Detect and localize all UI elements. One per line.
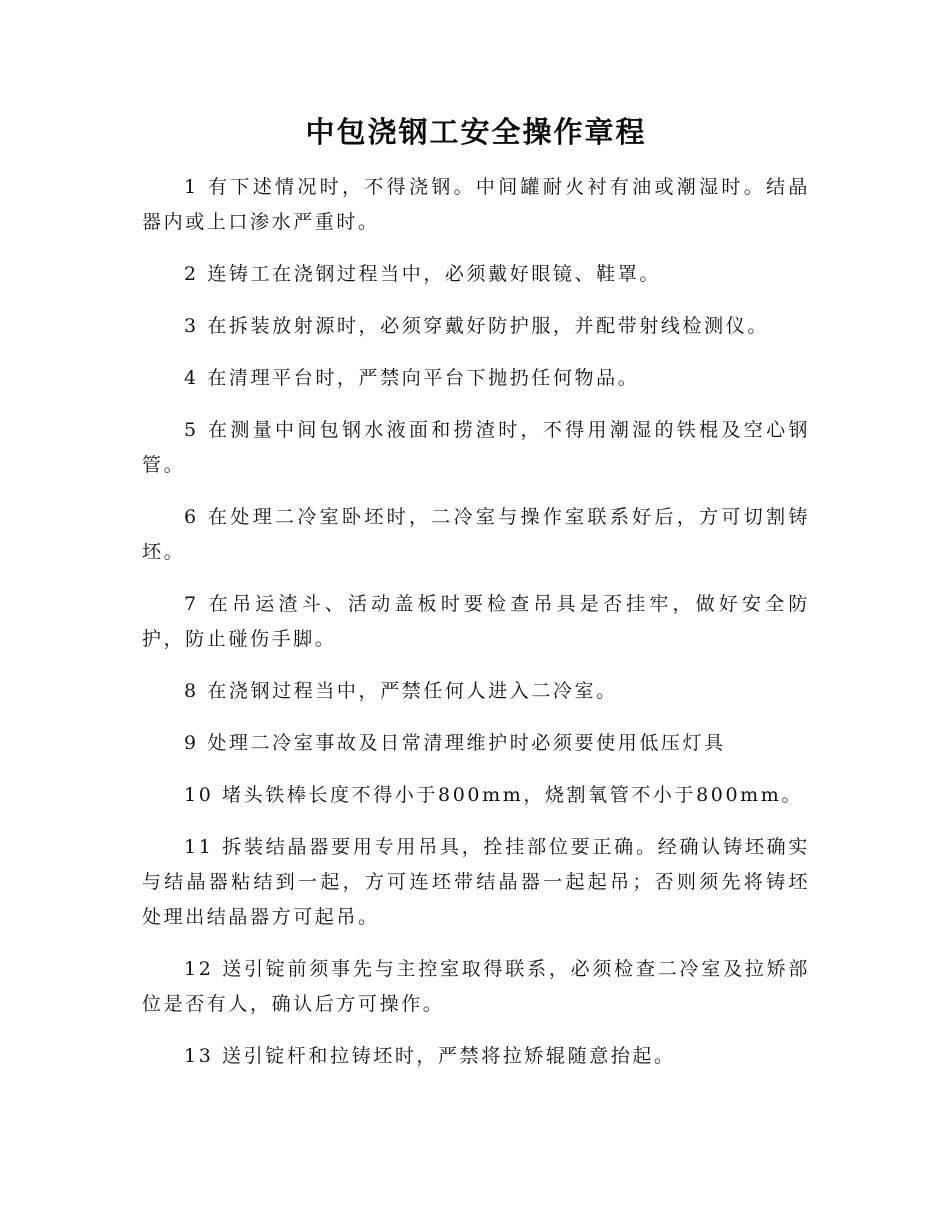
clause-10: 10 堵头铁棒长度不得小于800mm，烧割氧管不小于800mm。: [184, 784, 804, 806]
clause-1: 1 有下述情况时，不得浇钢。中间罐耐火衬有油或潮湿时。结晶器内或上口渗水严重时。: [142, 176, 810, 233]
clause-2: 2 连铸工在浇钢过程当中，必须戴好眼镜、鞋罩。: [184, 263, 661, 285]
clause-11: 11 拆装结晶器要用专用吊具，拴挂部位要正确。经确认铸坯确实与结晶器粘结到一起，方可连坯带结晶器一起起吊；否则须先将铸坯处理出结晶器方可起吊。: [142, 836, 810, 928]
clause-7: 7 在吊运渣斗、活动盖板时要检查吊具是否挂牢，做好安全防护，防止碰伤手脚。: [142, 593, 810, 650]
clause-12: 12 送引锭前须事先与主控室取得联系，必须检查二冷室及拉矫部位是否有人，确认后方可操作。: [142, 958, 810, 1015]
clause-9: 9 处理二冷室事故及日常清理维护时必须要使用低压灯具: [184, 732, 726, 754]
document-title: 中包浇钢工安全操作章程: [305, 115, 647, 149]
clause-8: 8 在浇钢过程当中，严禁任何人进入二冷室。: [184, 680, 618, 702]
clause-4: 4 在清理平台时，严禁向平台下抛扔任何物品。: [184, 367, 640, 389]
clause-6: 6 在处理二冷室卧坯时，二冷室与操作室联系好后，方可切割铸坯。: [142, 506, 810, 563]
clause-5: 5 在测量中间包钢水液面和捞渣时，不得用潮湿的铁棍及空心钢管。: [142, 419, 810, 476]
clause-list: [142, 170, 810, 1074]
clause-13: 13 送引锭杆和拉铸坯时，严禁将拉矫辊随意抬起。: [184, 1045, 676, 1067]
clause-3: 3 在拆装放射源时，必须穿戴好防护服，并配带射线检测仪。: [184, 315, 769, 337]
